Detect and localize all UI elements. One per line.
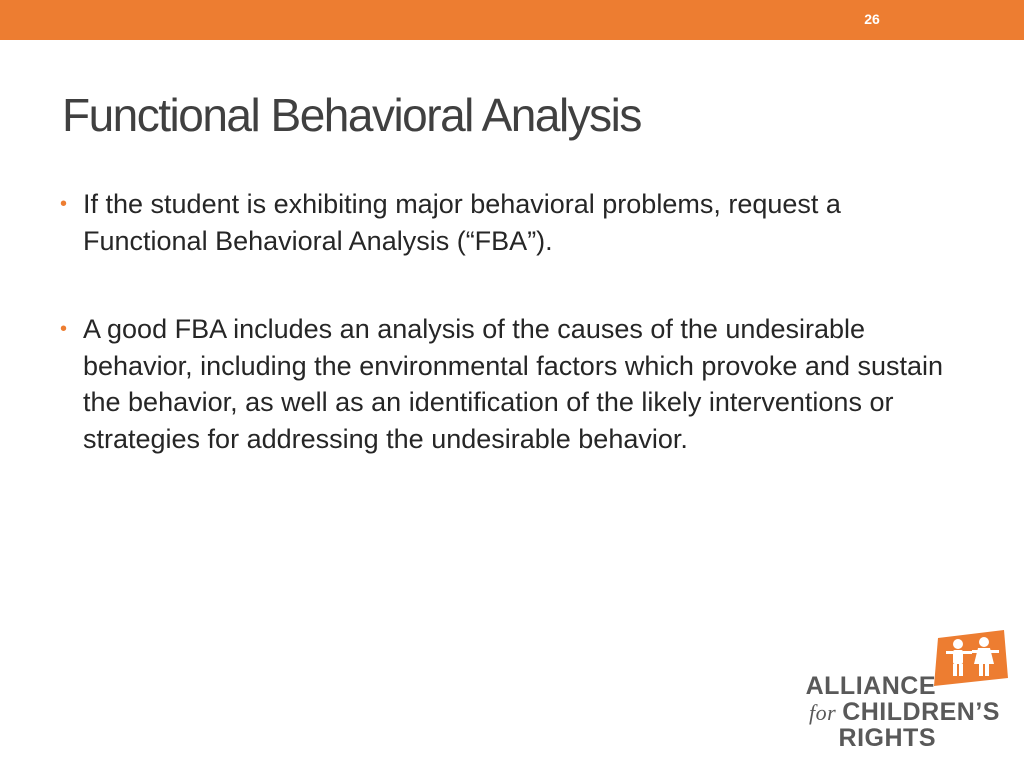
organization-logo [790,628,1010,752]
bullet-icon: • [60,193,68,215]
logo-text-childrens [809,699,1000,726]
logo-text-for: for [809,700,837,725]
logo-text-alliance: ALLIANCE [805,672,936,700]
bullet-icon: • [60,318,68,340]
bullet-text: If the student is exhibiting major behavioral problems, request a Functional Behavioral Analysis (“FBA”). [83,189,841,256]
bullet-text: A good FBA includes an analysis of the causes of the undesirable behavior, including the environmental factors which provoke and sustain the behavior, as well as an identification of the likely interventions or strategies for addressing the undesirable behavior. [83,314,944,454]
slide-title: Functional Behavioral Analysis [62,89,641,141]
children-figures-icon [930,628,1010,688]
page-number: 26 [864,11,880,27]
bullet-item [60,311,960,457]
bullet-list [60,186,960,457]
logo-text-childrens-word: CHILDREN’S [842,698,1000,726]
logo-text-rights: RIGHTS [838,724,936,752]
top-accent-bar [0,0,1024,40]
bullet-item [60,186,960,259]
